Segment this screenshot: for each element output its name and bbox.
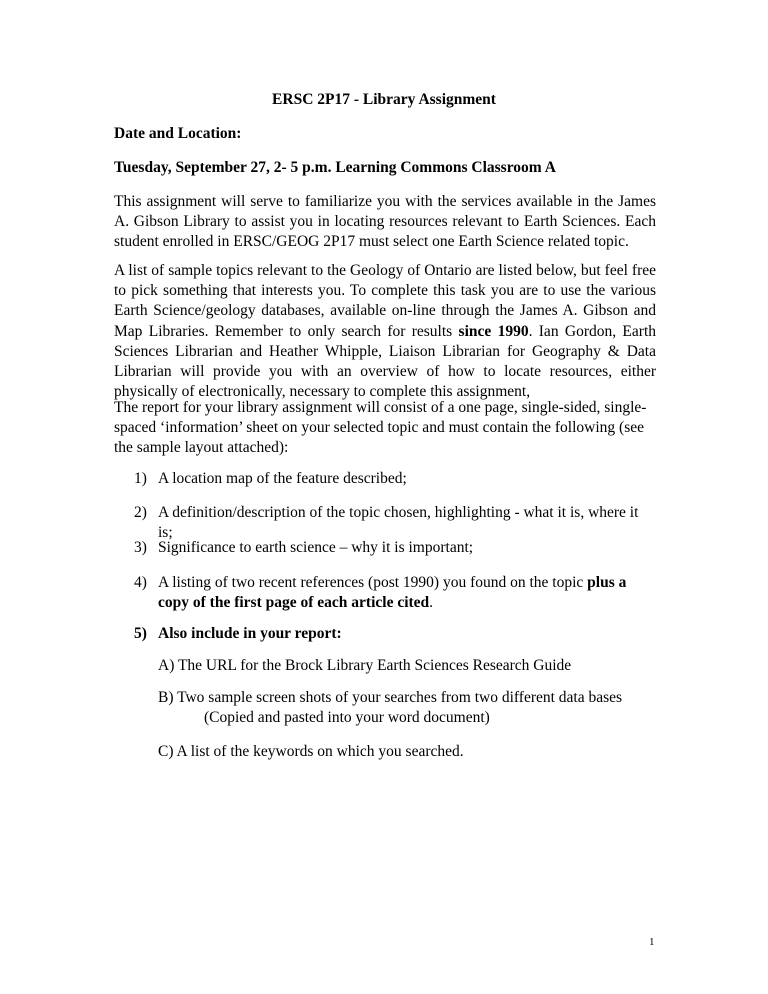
sub-item-b [158,688,656,728]
list-item-number: 5) [134,625,147,642]
sub-item-b-note: (Copied and pasted into your word document) [204,709,490,727]
date-line: Tuesday, September 27, 2- 5 p.m. Learning Commons Classroom A [114,159,556,176]
list-item-number: 4) [134,574,147,591]
list-item-text: A definition/description of the topic chosen, highlighting - what it is, where it is; [158,504,639,542]
list-item-number: 2) [134,504,147,521]
report-paragraph: The report for your library assignment will consist of a one page, single-sided, single-spaced ‘information’ sheet on your selected topic and must contain the following (see the sample layout attached): [114,399,647,457]
list-item-text: Also include in your report: [158,625,342,642]
list-item-text-a: A listing of two recent references (post 1990) you found on the topic [158,574,588,591]
page-title: ERSC 2P17 - Library Assignment [272,91,496,108]
list-item-text [158,573,656,613]
list-item-text-bold: plus a copy of the first page of each article cited [158,574,627,612]
list-item-number: 1) [134,470,147,487]
date-heading: Date and Location: [114,125,242,142]
topics-text-b: . Ian Gordon, Earth Sciences Librarian and Heather Whipple, Liaison Librarian for Geography & Data Librarian will provide you with an overview of how to locate resources, either physically of electronically, necessary to complete this assignment, [114,322,656,401]
list-item-number: 3) [134,539,147,556]
sub-item-c: C) A list of the keywords on which you searched. [158,743,464,760]
intro-paragraph: This assignment will serve to familiarize you with the services available in the James A. Gibson Library to assist you in locating resources relevant to Earth Sciences. Each student enrolled in ERSC/GEOG 2P17 must select one Earth Science related topic. [114,193,656,251]
topics-text-a: A list of sample topics relevant to the Geology of Ontario are listed below, but feel free to pick something that interests you. To complete this task you are to use the various Earth Science/geology databases, available on-line through the James A. Gibson and Map Libraries. Remember to only search for results [114,262,656,340]
list-item-text-b: . [429,594,434,612]
topics-text-bold: since 1990 [458,322,529,340]
list-item-text: A location map of the feature described; [158,470,407,487]
sub-item-b-text: B) Two sample screen shots of your searches from two different data bases [158,689,623,706]
topics-paragraph [114,261,656,402]
sub-item-a: A) The URL for the Brock Library Earth Sciences Research Guide [158,657,572,674]
page-number: 1 [649,936,655,948]
list-item-text: Significance to earth science – why it is important; [158,539,474,556]
